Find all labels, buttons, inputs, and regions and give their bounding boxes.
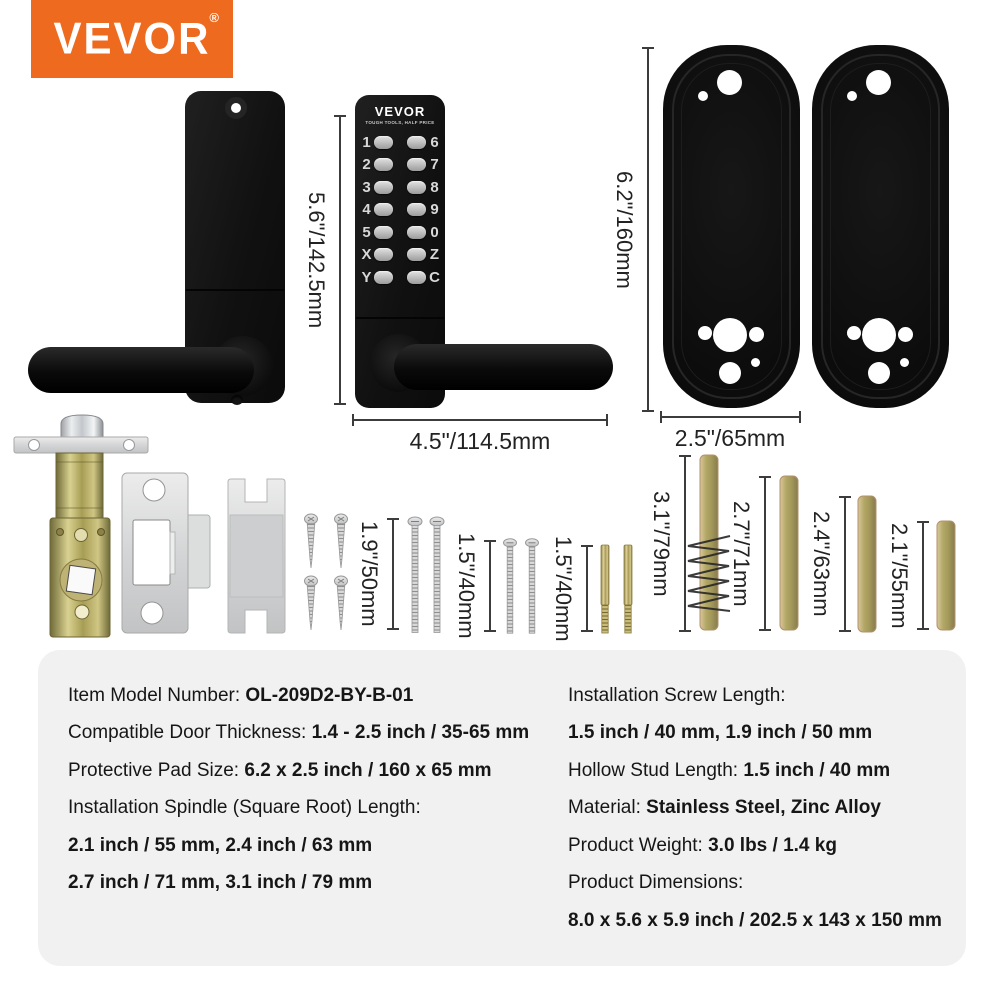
key-label: 4 — [362, 201, 371, 219]
spec-material: Material: Stainless Steel, Zinc Alloy — [568, 797, 881, 819]
keypad-row — [355, 131, 445, 154]
key-button — [374, 226, 393, 239]
pad-hole — [847, 91, 857, 101]
spec-spindle-length-title: Installation Spindle (Square Root) Length: — [68, 797, 421, 819]
pad-hole — [719, 362, 741, 384]
key-button — [407, 158, 426, 171]
pad-hole — [698, 326, 712, 340]
spindle-71mm — [780, 476, 798, 630]
key-button — [407, 203, 426, 216]
pad-hole — [866, 70, 891, 95]
protective-pad-photo — [663, 45, 800, 408]
medium-screw-dimension-label: 1.5"/40mm — [454, 533, 479, 639]
pad-hole — [900, 358, 909, 367]
key-label: 7 — [430, 156, 439, 174]
key-label: 5 — [362, 223, 371, 241]
spec-screw-length-title: Installation Screw Length: — [568, 684, 786, 706]
vevor-logo — [31, 0, 233, 78]
pad-hole — [713, 318, 747, 352]
keypad-row — [355, 154, 445, 177]
vevor-logo-text: VEVOR — [53, 13, 211, 64]
pad-hole — [751, 358, 760, 367]
spec-product-weight: Product Weight: 3.0 lbs / 1.4 kg — [568, 834, 837, 856]
key-label: 8 — [430, 178, 439, 196]
medium-machine-screws-photo — [504, 539, 539, 633]
mounting-hole — [225, 97, 247, 119]
key-button — [374, 248, 393, 261]
keypad-tagline-text: TOUGH TOOLS, HALF PRICE — [365, 120, 435, 125]
spindle-55mm — [937, 521, 955, 630]
long-screw-dimension-line — [392, 518, 394, 630]
plate-seam — [186, 289, 284, 291]
pad-hole — [862, 318, 896, 352]
medium-screw-dimension-line — [489, 540, 491, 632]
key-label: 6 — [430, 133, 439, 151]
key-button — [374, 181, 393, 194]
key-label: C — [429, 268, 440, 286]
spindle-71mm-dimension-line — [764, 476, 766, 631]
pad-hole — [847, 326, 861, 340]
latch-hardware-photo — [0, 400, 300, 650]
key-button — [407, 136, 426, 149]
key-label: 9 — [430, 201, 439, 219]
hollow-stud-dimension-line — [586, 545, 588, 632]
key-label: Y — [361, 268, 372, 286]
spindle-71mm-dimension-label: 2.7"/71mm — [729, 500, 754, 607]
key-button — [407, 271, 426, 284]
protective-pad-photo — [812, 45, 949, 408]
spec-screw-length-values: 1.5 inch / 40 mm, 1.9 inch / 50 mm — [568, 722, 873, 744]
keypad-buttons — [355, 131, 445, 289]
spindle-63mm-dimension-line — [844, 496, 846, 632]
pad-hole — [749, 327, 764, 342]
keypad-row — [355, 244, 445, 267]
key-button — [374, 203, 393, 216]
pad-height-dimension-line — [647, 47, 649, 412]
key-button — [407, 181, 426, 194]
key-label: X — [361, 246, 372, 264]
strike-plate-photo — [122, 473, 210, 633]
registered-trademark: ® — [209, 10, 219, 25]
spindle-63mm — [858, 496, 876, 632]
spindle-79mm-dimension-line — [684, 455, 686, 632]
spec-column-right — [568, 677, 958, 940]
spec-hollow-stud-length: Hollow Stud Length: 1.5 inch / 40 mm — [568, 759, 891, 781]
pad-width-dimension-line — [660, 416, 801, 418]
long-machine-screws-photo — [408, 517, 444, 633]
key-label: 1 — [362, 133, 371, 151]
spec-pad-size: Protective Pad Size: 6.2 x 2.5 inch / 160 x 65 mm — [68, 759, 492, 781]
key-label: 2 — [362, 156, 371, 174]
key-label: Z — [429, 246, 440, 264]
spec-product-dimensions-values: 8.0 x 5.6 x 5.9 inch / 202.5 x 143 x 150 mm — [568, 909, 942, 931]
long-screw-dimension-label: 1.9"/50mm — [357, 521, 382, 627]
keypad-row — [355, 266, 445, 289]
pad-height-dimension-label: 6.2"/160mm — [612, 170, 637, 289]
key-label: 3 — [362, 178, 371, 196]
pad-hole — [717, 70, 742, 95]
keypad-row — [355, 221, 445, 244]
cover-plate-photo — [228, 479, 285, 633]
spindle-79mm-dimension-label: 3.1"/79mm — [649, 490, 674, 597]
door-lever-left — [28, 347, 254, 393]
key-button — [374, 271, 393, 284]
keypad-height-dimension-line — [339, 115, 341, 405]
key-label: 0 — [430, 223, 439, 241]
spindle-55mm-dimension-line — [922, 521, 924, 630]
keypad-brand-text: VEVOR — [374, 104, 426, 119]
spindle-63mm-dimension-label: 2.4"/63mm — [809, 511, 834, 617]
spindle-55mm-dimension-label: 2.1"/55mm — [887, 522, 912, 629]
spec-column-left — [68, 677, 538, 902]
keypad-width-dimension-label: 4.5"/114.5mm — [409, 428, 551, 454]
plate-seam — [356, 317, 444, 319]
hollow-studs-photo — [601, 545, 632, 633]
spec-spindle-length-values-1: 2.1 inch / 55 mm, 2.4 inch / 63 mm — [68, 834, 373, 856]
specifications-panel — [38, 650, 966, 966]
pad-hole — [868, 362, 890, 384]
pad-hole — [898, 327, 913, 342]
spec-door-thickness: Compatible Door Thickness: 1.4 - 2.5 inch / 35-65 mm — [68, 722, 530, 744]
spec-product-dimensions-title: Product Dimensions: — [568, 872, 744, 894]
key-button — [407, 226, 426, 239]
spec-item-model-number: Item Model Number: OL-209D2-BY-B-01 — [68, 684, 414, 706]
spec-spindle-length-values-2: 2.7 inch / 71 mm, 3.1 inch / 79 mm — [68, 872, 373, 894]
pad-width-dimension-label: 2.5"/65mm — [674, 425, 786, 451]
key-button — [407, 248, 426, 261]
keypad-row — [355, 176, 445, 199]
keypad-height-dimension-label: 5.6"/142.5mm — [304, 191, 329, 329]
key-button — [374, 136, 393, 149]
pad-hole — [698, 91, 708, 101]
keypad-row — [355, 199, 445, 222]
door-lever-right — [394, 344, 613, 390]
wood-screws-photo — [305, 514, 348, 630]
key-button — [374, 158, 393, 171]
hollow-stud-dimension-label: 1.5"/40mm — [551, 535, 576, 642]
keypad-width-dimension-line — [352, 419, 608, 421]
